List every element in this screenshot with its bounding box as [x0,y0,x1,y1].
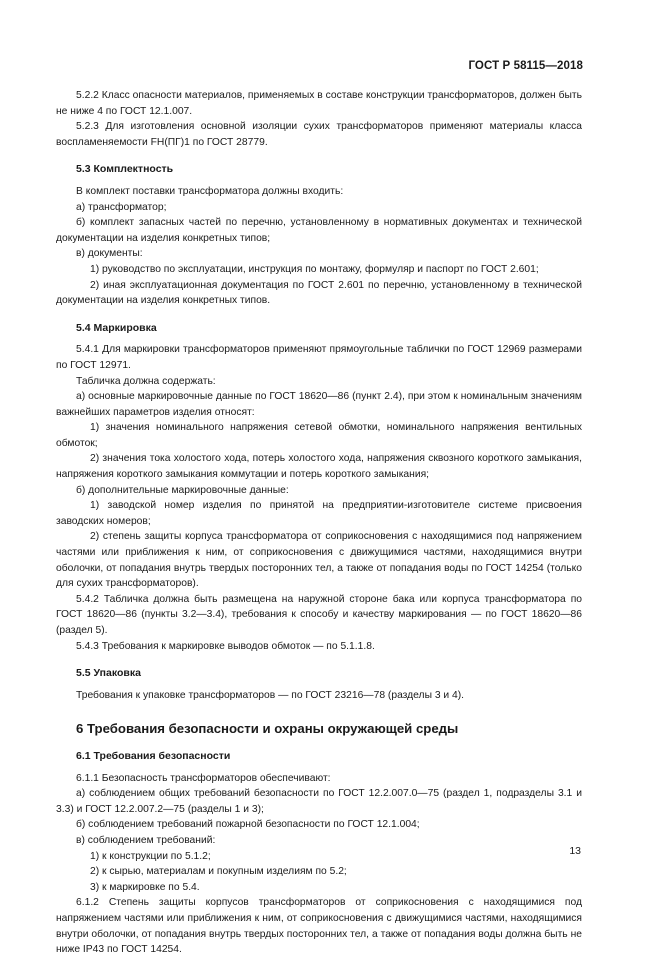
page-number: 13 [569,845,581,857]
list-subitem: 3) к маркировке по 5.4. [90,881,200,893]
subsection-heading: 5.4 Маркировка [76,321,157,334]
paragraph: 6.1.1 Безопасность трансформаторов обеспечивают: [76,772,331,784]
subsection-heading: 5.5 Упаковка [76,667,141,680]
paragraph: 5.2.2 Класс опасности материалов, применяемых в составе конструкции трансформаторов, должен быть не ниже 4 по ГОСТ 12.1.007. [56,90,582,117]
paragraph: в) соблюдением требований: [76,834,216,846]
paragraph: б) соблюдением требований пожарной безопасности по ГОСТ 12.1.004; [76,819,420,831]
subsection-heading: 6.1 Требования безопасности [76,749,231,762]
section-heading: 6 Требования безопасности и охраны окружающей среды [76,721,459,737]
subsection-heading: 5.3 Комплектность [76,163,174,176]
list-subitem: 1) к конструкции по 5.1.2; [90,850,211,862]
paragraph: Табличка должна содержать: [76,375,216,387]
paragraph: а) соблюдением общих требований безопасности по ГОСТ 12.2.007.0—75 (раздел 1, подразделы 3.1 и 3.3) и ГОСТ 12.2.007.2—75 (разделы 1 и 3); [56,788,582,815]
paragraph: В комплект поставки трансформатора должны входить: [76,185,344,197]
document-body [56,88,582,958]
paragraph: 5.4.3 Требования к маркировке выводов обмоток — по 5.1.1.8. [76,640,375,652]
paragraph: в) документы: [76,248,143,260]
paragraph: 5.2.3 Для изготовления основной изоляции сухих трансформаторов применяют материалы класса воспламеняемости FH(ПГ)1 по ГОСТ 28779. [56,121,582,148]
paragraph: а) трансформатор; [76,201,167,213]
paragraph: а) основные маркировочные данные по ГОСТ 18620—86 (пункт 2.4), при этом к номинальным значениям важнейших параметров изделия относят: [56,391,582,418]
list-subitem: 2) значения тока холостого хода, потерь холостого хода, напряжения сквозного короткого замыкания, напряжения короткого замыкания коммутации и потерь короткого замыкания; [56,453,582,481]
list-subitem: 1) заводской номер изделия по принятой на предприятии-изготовителе системе присвоения заводских номеров; [56,500,582,527]
paragraph: Требования к упаковке трансформаторов — по ГОСТ 23216—78 (разделы 3 и 4). [76,689,465,701]
document-header: ГОСТ Р 58115—2018 [468,60,583,72]
paragraph: б) комплект запасных частей по перечню, установленному в нормативных документах и технической документации на изделия конкретных типов; [56,217,582,244]
list-subitem: 1) значения номинального напряжения сетевой обмотки, номинального напряжения вентильных обмоток; [56,422,582,449]
paragraph: 6.1.2 Степень защиты корпусов трансформаторов от соприкосновения с находящимися под напряжением частями или приближения к ним, от соприкосновения с движущимися частями, находящимися внутри оболочки, от попадания внутрь твердых посторонних тел, а также от попадания воды должна быть не ниже IP43 по ГОСТ 14254. [56,897,582,956]
list-subitem: 2) к сырью, материалам и покупным изделиям по 5.2; [90,866,347,878]
paragraph: 5.4.2 Табличка должна быть размещена на наружной стороне бака или корпуса трансформатора по ГОСТ 18620—86 (пункты 3.2—3.4), требования к способу и качеству маркирования — по ГОСТ 18620—86 (раздел 5). [56,593,582,636]
list-subitem: 2) иная эксплуатационная документация по ГОСТ 2.601 по перечню, установленному в технической документации на изделия конкретных типов. [56,279,582,307]
list-subitem: 2) степень защиты корпуса трансформатора от соприкосновения с находящимися под напряжением частями или приближения к ним, от соприкосновения с движущимися частями, находящимися внутри оболочки, от попадания внутрь твердых посторонних тел, а также от попадания воды по ГОСТ 14254 (только для сухих трансформаторов). [56,531,582,590]
paragraph: 5.4.1 Для маркировки трансформаторов применяют прямоугольные таблички по ГОСТ 12969 размерами по ГОСТ 12971. [56,344,582,371]
list-subitem: 1) руководство по эксплуатации, инструкция по монтажу, формуляр и паспорт по ГОСТ 2.601; [90,263,539,275]
paragraph: б) дополнительные маркировочные данные: [76,484,289,496]
